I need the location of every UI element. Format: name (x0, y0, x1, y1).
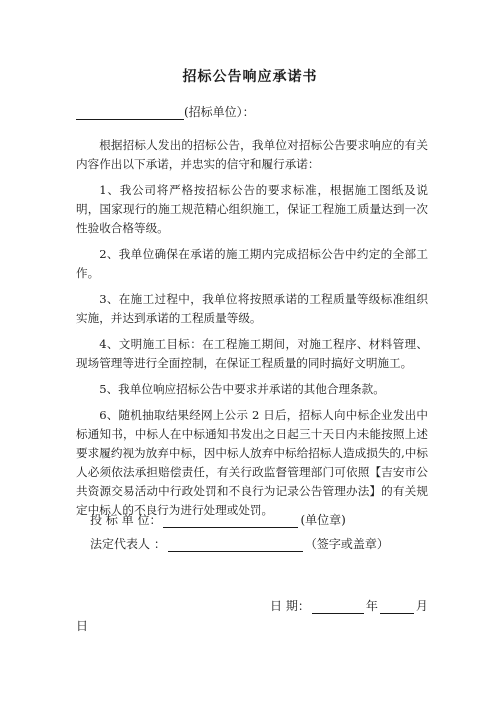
representative-note: （签字或盖章） (304, 537, 389, 551)
commitment-item-2: 2、我单位确保在承诺的施工期内完成招标公告中约定的全部工作。 (76, 247, 428, 280)
commitment-item-3: 3、在施工过程中，我单位将按照承诺的工程质量等级标准组织实施，并达到承诺的工程质量等级。 (76, 292, 428, 325)
bidder-signature-row (90, 511, 346, 528)
day-label: 日 (76, 619, 89, 633)
representative-signature-row (90, 535, 389, 552)
commitment-item-4: 4、文明施工目标：在工程施工期间，对施工程序、材料管理、现场管理等进行全面控制，在保证工程质量的同时搞好文明施工。 (76, 337, 428, 370)
commitment-item-1: 1、我公司将严格按招标公告的要求标准，根据施工图纸及说明，国家现行的施工规范精心组织施工，保证工程施工质量达到一次性验收合格等级。 (76, 183, 428, 235)
addressee-blank (76, 105, 184, 120)
representative-label: 法定代表人 ： (90, 537, 166, 551)
representative-blank (168, 537, 303, 552)
document-title: 招标公告响应承诺书 (182, 69, 318, 85)
month-label: 月 (415, 599, 428, 613)
bidder-blank (163, 513, 298, 528)
year-blank (312, 599, 364, 614)
month-blank (380, 599, 414, 614)
commitment-item-6: 6、随机抽取结果经网上公示 2 日后，招标人向中标企业发出中标通知书，中标人在中标通知书发出之日起三十天日内未能按照上述要求履约视为放弃中标，因中标人放弃中标给招标人造成损失的,中标人必须依法承担赔偿责任，有关行政监督管理部门可依照【吉安市公共资源交易活动中行政处罚和不良行为记录公告管理办法】的有关规定中标人的不良行为进行处理或处罚。 (76, 408, 428, 517)
date-row (270, 597, 428, 614)
bidder-note: (单位章) (300, 513, 346, 527)
year-label: 年 (365, 599, 378, 613)
addressee-line (76, 103, 255, 120)
addressee-suffix: (招标单位）： (184, 105, 255, 119)
intro-paragraph: 根据招标人发出的招标公告，我单位对招标公告要求响应的有关内容作出以下承诺，并忠实的信守和履行承诺： (76, 138, 428, 171)
date-label: 日 期： (270, 599, 310, 613)
commitment-body (76, 136, 428, 527)
bidder-label: 投 标 单 位： (90, 513, 162, 527)
commitment-item-5: 5、我单位响应招标公告中要求并承诺的其他合理条款。 (99, 382, 385, 396)
